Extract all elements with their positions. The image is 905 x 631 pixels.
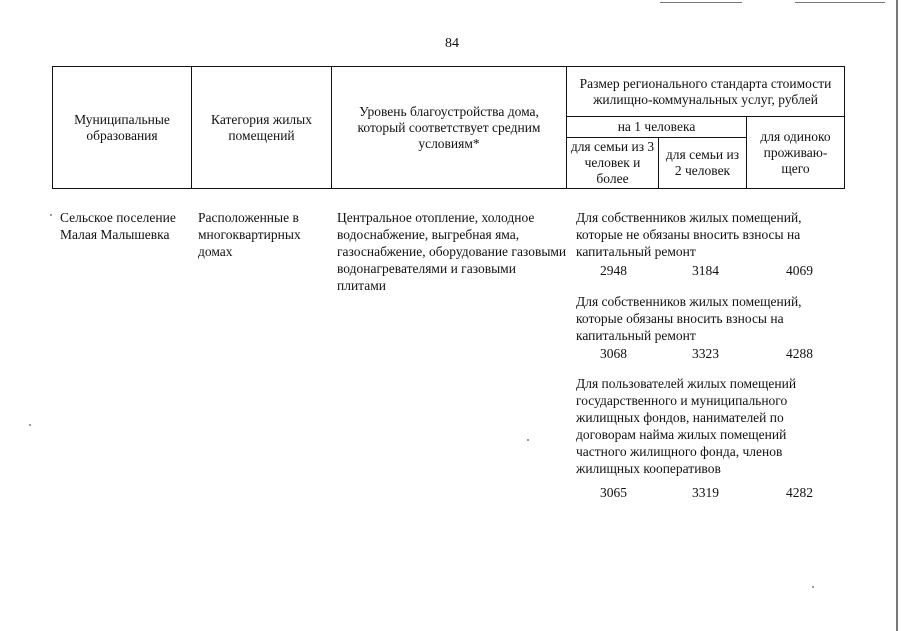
header-standard-size: Размер регионального стандарта стоимости жилищно-коммунальных услуг, рублей — [567, 67, 845, 117]
value-single: 4282 — [786, 485, 813, 500]
value-family-2: 3184 — [692, 263, 719, 278]
header-municipality: Муниципальные образования — [53, 67, 192, 189]
value-family-2: 3323 — [692, 346, 719, 361]
group-values-no-repair-contribution — [576, 263, 838, 280]
value-family-2: 3319 — [692, 485, 719, 500]
header-comfort-level: Уровень благоустройства дома, который соответствует средним условиям* — [332, 67, 567, 189]
cell-category: Расположенные в многоквартирных домах — [198, 210, 301, 259]
scan-speck — [29, 424, 31, 426]
scan-speck — [527, 439, 529, 441]
header-family-3: для семьи из 3 человек и более — [567, 138, 659, 189]
value-single: 4069 — [786, 263, 813, 278]
cell-municipality: Сельское поселение Малая Малышевка — [60, 210, 176, 242]
header-per-person: на 1 человека — [567, 117, 747, 138]
scan-speck — [812, 586, 814, 588]
cell-comfort-level: Центральное отопление, холодное водоснабжение, выгребная яма, газоснабжение, оборудование газовыми водонагревателями и газовыми плитами — [337, 210, 567, 293]
scan-speck — [50, 214, 52, 216]
group-values-repair-contribution — [576, 346, 838, 363]
value-family-3: 2948 — [600, 263, 627, 278]
value-family-3: 3068 — [600, 346, 627, 361]
standard-table-header — [52, 66, 845, 189]
page-number: 84 — [445, 36, 459, 51]
scan-top-rule — [795, 2, 885, 3]
value-single: 4288 — [786, 346, 813, 361]
group-label-repair-contribution: Для собственников жилых помещений, которые обязаны вносить взносы на капитальный ремонт — [576, 294, 802, 343]
scan-right-edge — [896, 0, 898, 631]
header-category: Категория жилых помещений — [192, 67, 332, 189]
group-label-no-repair-contribution: Для собственников жилых помещений, которые не обязаны вносить взносы на капитальный ремонт — [576, 210, 802, 259]
value-family-3: 3065 — [600, 485, 627, 500]
header-single-resident: для одиноко проживаю- щего — [747, 117, 845, 189]
group-label-state-housing-users: Для пользователей жилых помещений государственного и муниципального жилищных фондов, нанимателей по договорам найма жилых помещений частного жилищного фонда, членов жилищных кооперативов — [576, 376, 797, 476]
scan-top-rule — [660, 2, 742, 3]
group-values-state-housing-users — [576, 485, 838, 502]
header-family-2: для семьи из 2 человек — [659, 138, 747, 189]
